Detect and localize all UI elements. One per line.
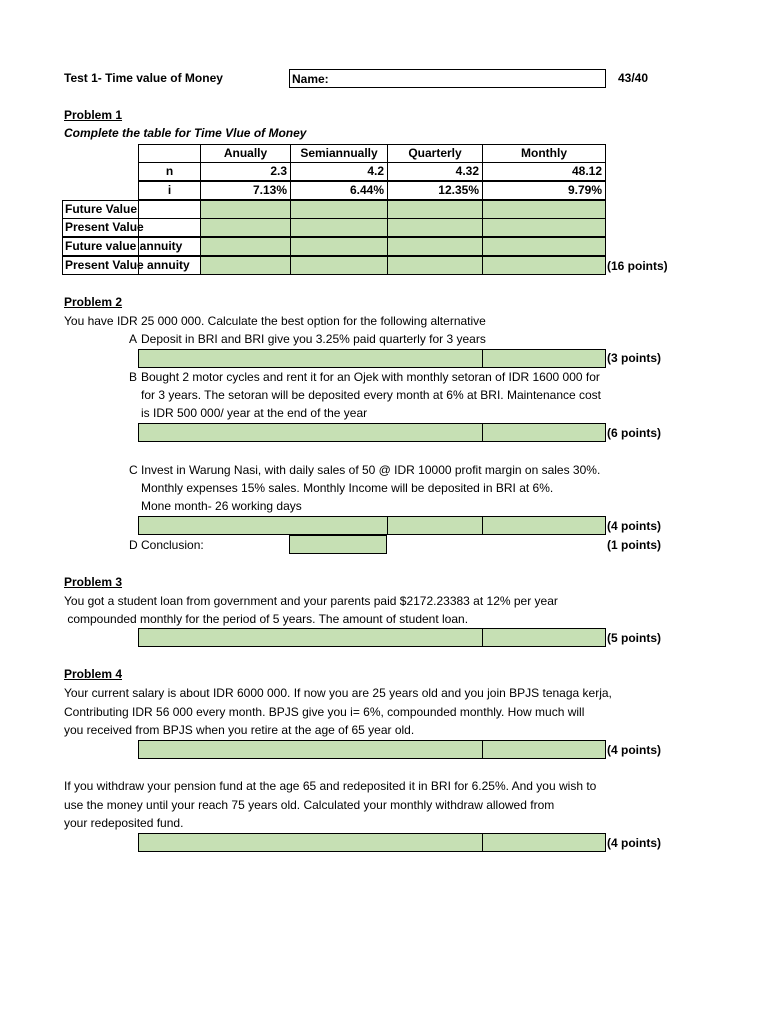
answer-box-a-work[interactable] xyxy=(138,349,483,368)
followup-points: (4 points) xyxy=(607,836,661,850)
problem-4-heading: Problem 4 xyxy=(64,667,123,681)
row-label-future-value: Future Value xyxy=(65,202,138,216)
i-semiannually: 6.44% xyxy=(290,181,388,200)
answer-cell[interactable] xyxy=(200,237,291,256)
col-header-monthly: Monthly xyxy=(482,144,606,163)
problem-3-line-1: You got a student loan from government and your parents paid $2172.23383 at 12% per year xyxy=(64,594,558,608)
col-header-annually: Anually xyxy=(200,144,291,163)
option-d-points: (1 points) xyxy=(607,538,661,552)
row-spacer xyxy=(138,218,201,237)
row-label-future-value-annuity: Future value annuity xyxy=(65,239,183,253)
option-c-line-1: Invest in Warung Nasi, with daily sales of 50 @ IDR 10000 profit margin on sales 30%. xyxy=(141,463,601,477)
n-semiannually: 4.2 xyxy=(290,162,388,181)
problem-4-points: (4 points) xyxy=(607,743,661,757)
problem-3-points: (5 points) xyxy=(607,631,661,645)
name-field[interactable] xyxy=(289,69,606,88)
problem-1-subheading: Complete the table for Time Vlue of Money xyxy=(64,126,307,140)
n-quarterly: 4.32 xyxy=(387,162,483,181)
col-header-semiannually: Semiannually xyxy=(290,144,388,163)
row-label-present-value: Present Value xyxy=(65,220,144,234)
option-c-letter: C xyxy=(129,463,138,477)
problem-3-line-2: compounded monthly for the period of 5 years. The amount of student loan. xyxy=(64,612,469,626)
answer-cell[interactable] xyxy=(200,218,291,237)
name-label: Name: xyxy=(292,72,329,86)
answer-box-problem-4-result[interactable] xyxy=(482,740,606,759)
answer-box-b-work[interactable] xyxy=(138,423,483,442)
answer-cell[interactable] xyxy=(387,256,483,275)
test-title: Test 1- Time value of Money xyxy=(64,71,223,85)
answer-cell[interactable] xyxy=(200,256,291,275)
answer-box-a-result[interactable] xyxy=(482,349,606,368)
answer-box-c-mid[interactable] xyxy=(387,516,483,535)
n-monthly: 48.12 xyxy=(482,162,606,181)
option-b-points: (6 points) xyxy=(607,426,661,440)
row-spacer xyxy=(138,200,201,219)
answer-cell[interactable] xyxy=(482,200,606,219)
problem-4-followup-line-1: If you withdraw your pension fund at the age 65 and redeposited it in BRI for 6.25%. And you wish to xyxy=(64,779,597,793)
answer-cell[interactable] xyxy=(387,218,483,237)
i-monthly: 9.79% xyxy=(482,181,606,200)
answer-box-c-work[interactable] xyxy=(138,516,388,535)
row-label-n: n xyxy=(138,162,201,181)
problem-2-heading: Problem 2 xyxy=(64,295,123,309)
problem-3-heading: Problem 3 xyxy=(64,575,123,589)
problem-4-line-3: you received from BPJS when you retire at the age of 65 year old. xyxy=(64,723,415,737)
answer-box-b-result[interactable] xyxy=(482,423,606,442)
answer-cell[interactable] xyxy=(482,218,606,237)
answer-cell[interactable] xyxy=(387,237,483,256)
i-annually: 7.13% xyxy=(200,181,291,200)
answer-cell[interactable] xyxy=(482,237,606,256)
row-label-present-value-annuity: Present Value annuity xyxy=(65,258,190,272)
option-a-text: Deposit in BRI and BRI give you 3.25% paid quarterly for 3 years xyxy=(141,332,486,346)
score: 43/40 xyxy=(618,71,649,85)
problem-4-line-1: Your current salary is about IDR 6000 000. If now you are 25 years old and you join BPJS tenaga kerja, xyxy=(64,686,612,700)
answer-cell[interactable] xyxy=(482,256,606,275)
problem-1-heading: Problem 1 xyxy=(64,108,123,122)
answer-cell[interactable] xyxy=(290,200,388,219)
answer-cell[interactable] xyxy=(290,218,388,237)
option-b-line-3: is IDR 500 000/ year at the end of the year xyxy=(141,406,368,420)
row-label-i: i xyxy=(138,181,201,200)
problem-1-points: (16 points) xyxy=(607,259,668,273)
answer-box-problem-4-work[interactable] xyxy=(138,740,483,759)
answer-cell[interactable] xyxy=(290,237,388,256)
problem-2-intro: You have IDR 25 000 000. Calculate the best option for the following alternative xyxy=(64,314,486,328)
i-quarterly: 12.35% xyxy=(387,181,483,200)
problem-4-followup-line-3: your redeposited fund. xyxy=(64,816,184,830)
answer-cell[interactable] xyxy=(387,200,483,219)
option-c-line-3: Mone month- 26 working days xyxy=(141,499,302,513)
option-c-line-2: Monthly expenses 15% sales. Monthly Income will be deposited in BRI at 6%. xyxy=(141,481,554,495)
option-d-letter: D xyxy=(129,538,138,552)
answer-box-followup-result[interactable] xyxy=(482,833,606,852)
option-b-line-2: for 3 years. The setoran will be deposited every month at 6% at BRI. Maintenance cost xyxy=(141,388,602,402)
option-b-line-1: Bought 2 motor cycles and rent it for an Ojek with monthly setoran of IDR 1600 000 for xyxy=(141,370,600,384)
option-c-points: (4 points) xyxy=(607,519,661,533)
answer-cell[interactable] xyxy=(200,200,291,219)
col-header-quarterly: Quarterly xyxy=(387,144,483,163)
answer-box-problem-3-result[interactable] xyxy=(482,628,606,647)
answer-box-c-result[interactable] xyxy=(482,516,606,535)
answer-cell[interactable] xyxy=(290,256,388,275)
n-annually: 2.3 xyxy=(200,162,291,181)
problem-4-line-2: Contributing IDR 56 000 every month. BPJS give you i= 6%, compounded monthly. How much will xyxy=(64,705,585,719)
option-b-letter: B xyxy=(129,370,138,384)
answer-box-followup-work[interactable] xyxy=(138,833,483,852)
problem-4-followup-line-2: use the money until your reach 75 years old. Calculated your monthly withdraw allowed from xyxy=(64,798,555,812)
option-a-points: (3 points) xyxy=(607,351,661,365)
option-d-text: Conclusion: xyxy=(141,538,204,552)
answer-box-problem-3-work[interactable] xyxy=(138,628,483,647)
conclusion-answer-box[interactable] xyxy=(289,535,387,554)
table-corner xyxy=(138,144,201,163)
option-a-letter: A xyxy=(129,332,138,346)
